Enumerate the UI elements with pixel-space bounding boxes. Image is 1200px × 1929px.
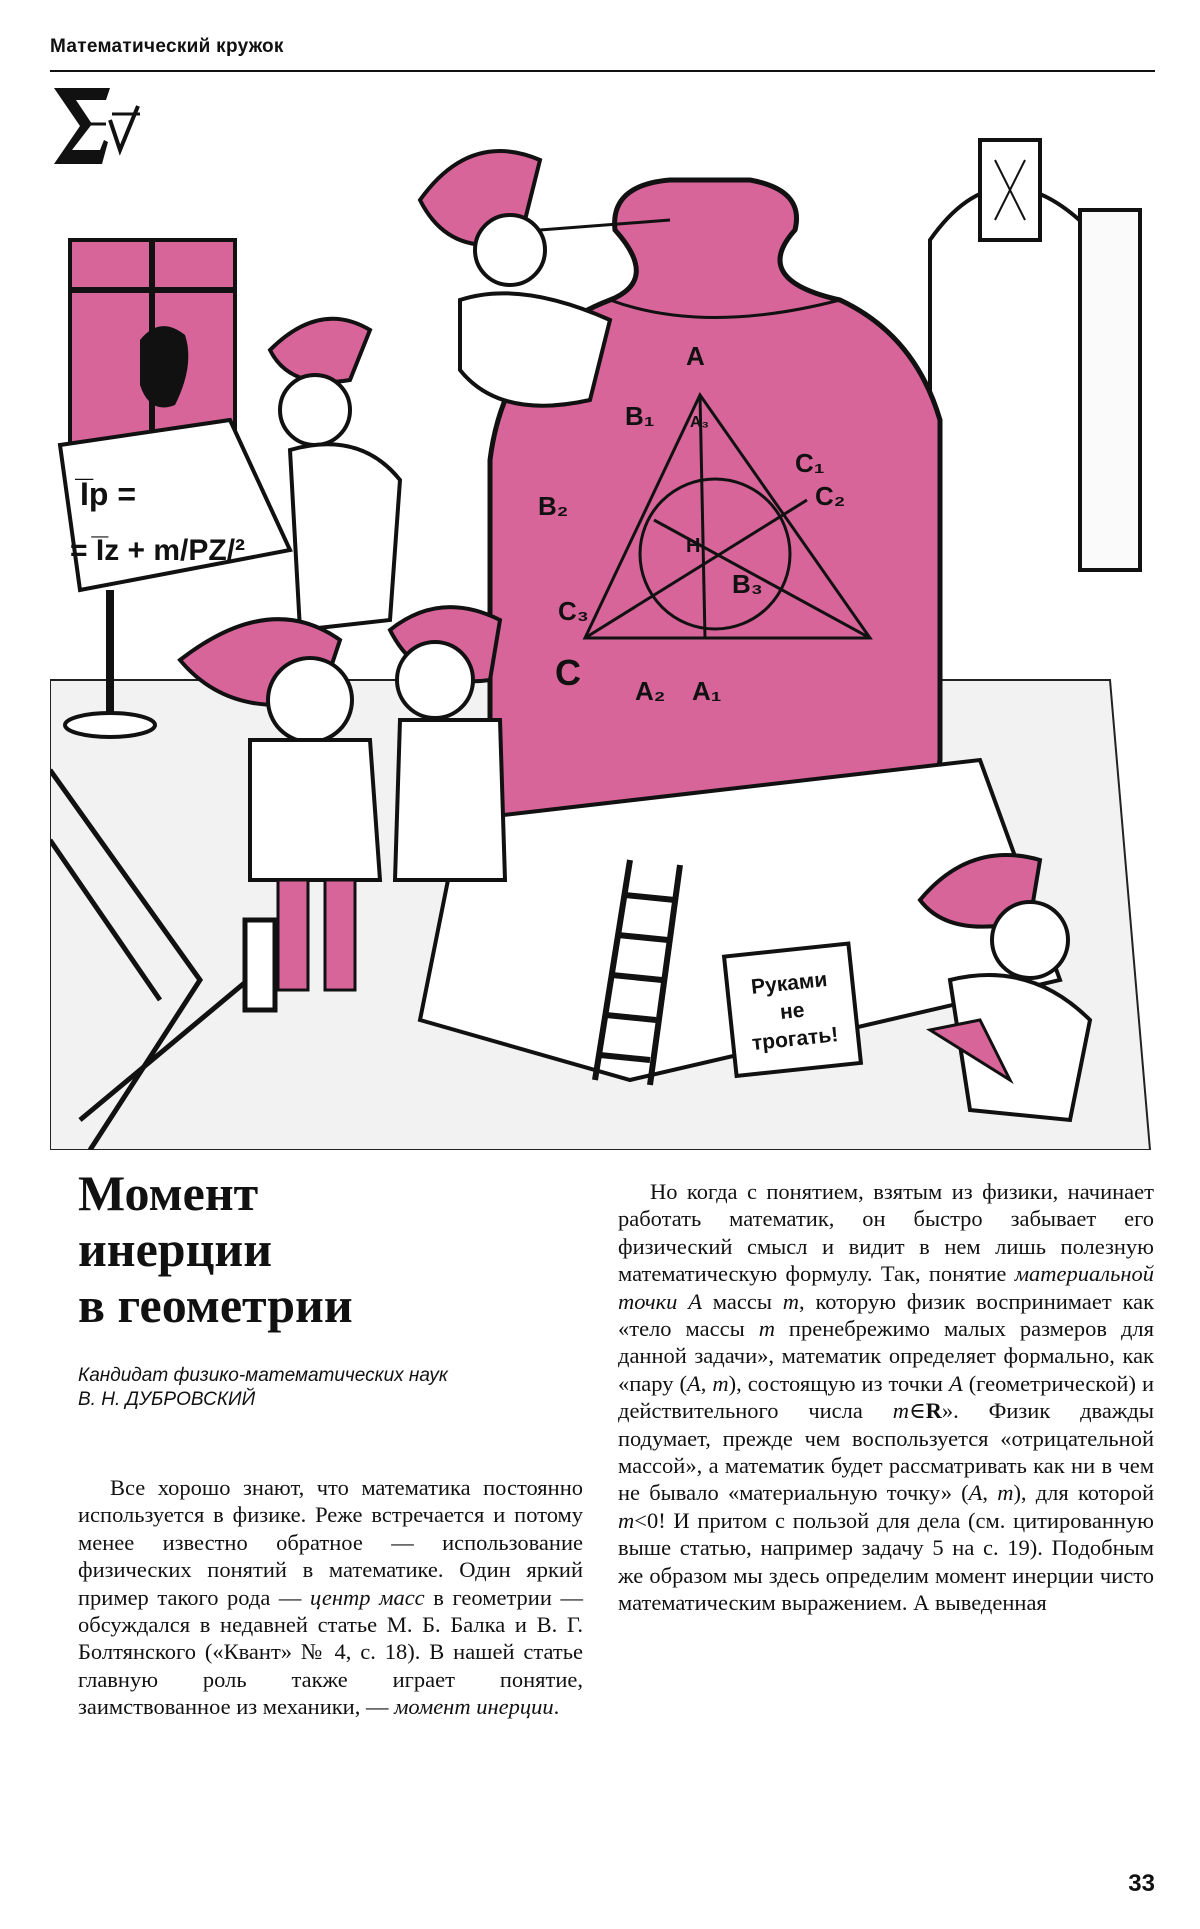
title-line: инерции: [78, 1221, 273, 1277]
paragraph: Но когда с понятием, взятым из физики, начинает работать математик, он быстро забывает его физический смысл и видит в нем лишь полезную математическую формулу. Так, понятие материальной точки A массы m, которую физик воспринимает как «тело массы m пренебрежимо малых размеров для данной задачи», математик определяет формально, как «пару (A, m), состоящую из точки A (геометрической) и действительного числа m∈R». Физик дважды подумает, прежде чем воспользуется «отрицательной массой», а математик будет рассматривать как ни в чем не бывало «материальную точку» (A, m), для которой m<0! И притом с пользой для дела (см. цитированную выше статью, например задачу 5 на с. 19). Подобным же образом мы здесь определим момент инерции чисто математическим выражением. А выведенная: [618, 1179, 1155, 1616]
title-line: Момент: [78, 1165, 259, 1221]
point-label-b1: B₁: [625, 401, 655, 431]
archway: [930, 140, 1140, 570]
gnome-at-board: [270, 319, 400, 630]
point-label-c3: C₃: [558, 596, 589, 626]
point-label-c: C: [555, 652, 581, 693]
point-label-a2: A₂: [635, 676, 666, 706]
right-column: [618, 1178, 1154, 1617]
point-label-c2: C₂: [815, 481, 846, 511]
point-label-b2: B₂: [538, 491, 569, 521]
page-number: 33: [1128, 1870, 1155, 1897]
point-label-a1: A₁: [692, 676, 722, 706]
byline: [78, 1364, 448, 1412]
point-label-a: A: [686, 341, 705, 371]
cartoon-illustration: [50, 120, 1160, 1150]
sign-line-1: Руками: [750, 968, 829, 999]
byline-role: Кандидат физико-математических наук: [78, 1365, 448, 1386]
byline-author: В. Н. ДУБРОВСКИЙ: [78, 1389, 256, 1410]
sign-line-2: не: [778, 998, 806, 1024]
article-title: [78, 1165, 353, 1333]
do-not-touch-sign: [724, 944, 861, 1076]
point-label-c1: C₁: [795, 448, 825, 478]
sign-line-3: трогать!: [750, 1023, 840, 1056]
paragraph: Все хорошо знают, что математика постоянно используется в физике. Реже встречается и потому менее известно обратное — использование физических понятий в математике. Один яркий пример такого рода — центр масс в геометрии — обсуждался в недавней статье М. Б. Балка и В. Г. Болтянского («Квант» № 4, с. 18). В нашей статье главную роль также играет понятие, заимствованное из механики, — момент инерции.: [78, 1475, 583, 1720]
section-header: Математический кружок: [50, 36, 284, 57]
header-rule: [50, 70, 1155, 72]
formula-line-2: = I̅z + m/PZ/²: [70, 534, 246, 567]
point-label-b3: B₃: [732, 569, 763, 599]
point-label-a3: A₃: [690, 414, 709, 431]
point-label-h: H: [686, 535, 701, 557]
title-line: в геометрии: [78, 1277, 353, 1333]
formula-line-1: I̅p =: [80, 476, 137, 512]
left-column: [78, 1474, 583, 1721]
